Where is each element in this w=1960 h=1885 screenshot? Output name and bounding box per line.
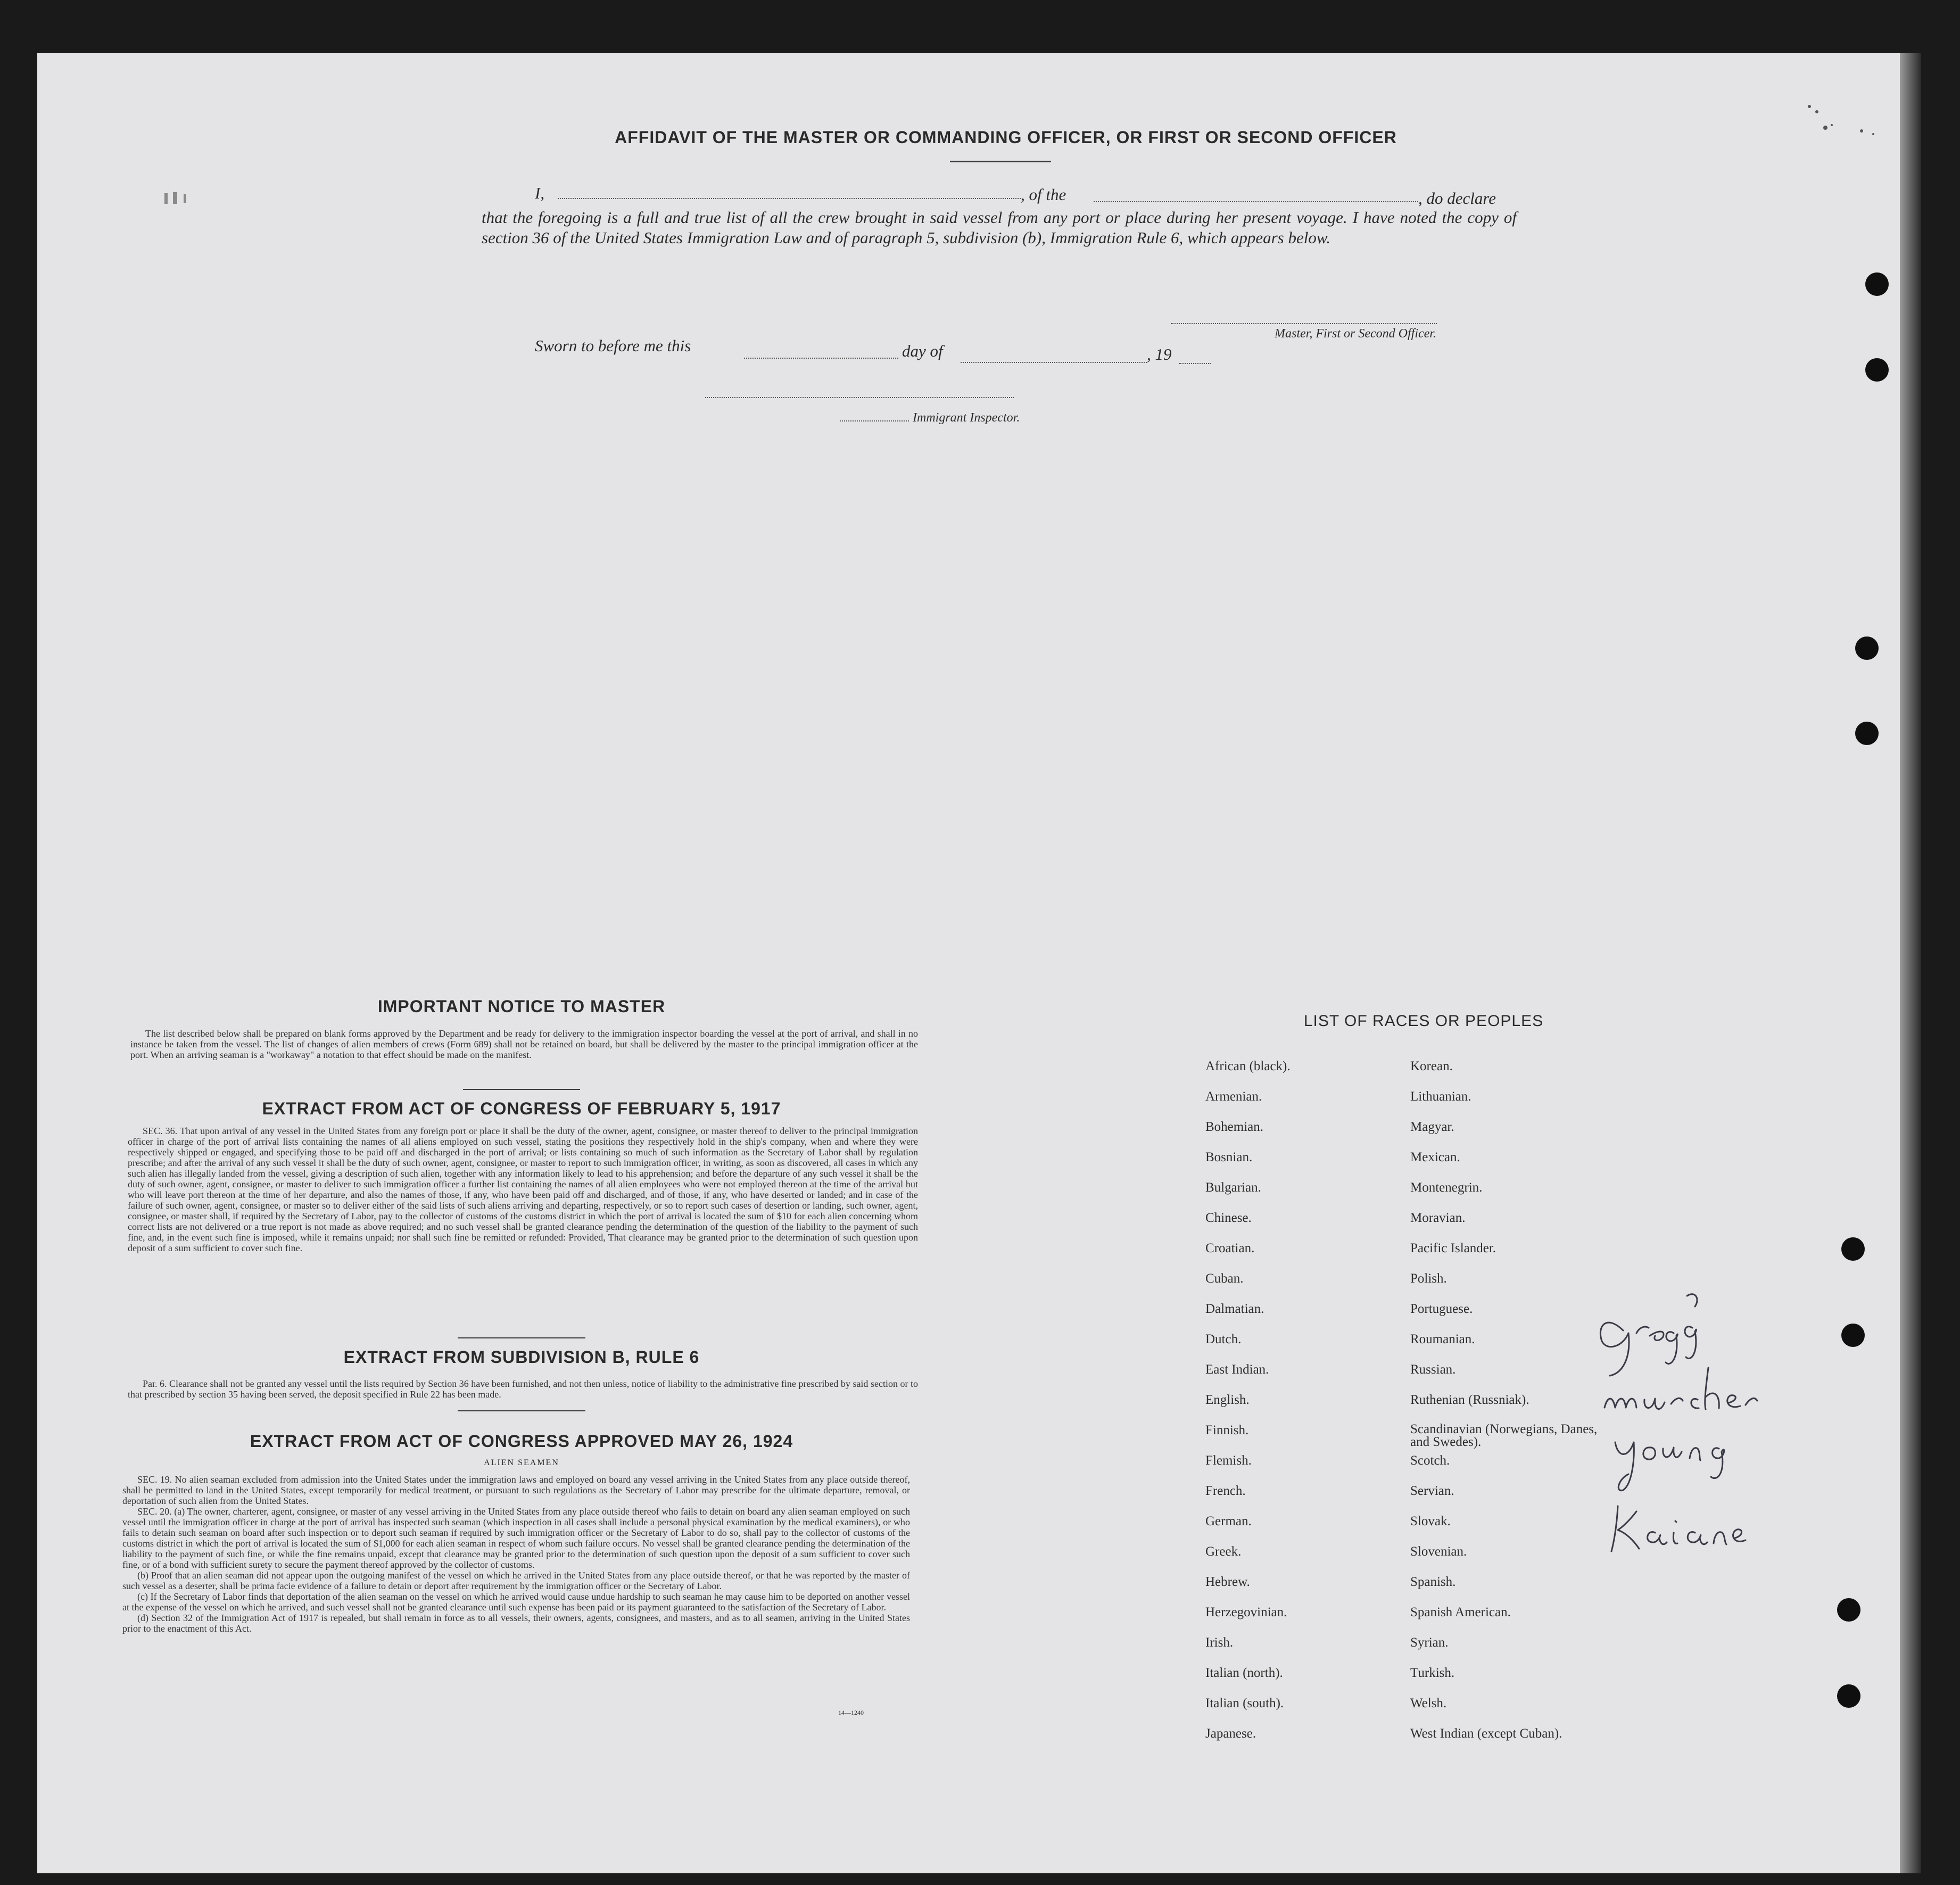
inspector-signature-line [705,397,1014,398]
notice-text [130,1028,918,1060]
extract-1924-title: EXTRACT FROM ACT OF CONGRESS APPROVED MAY 26, 1924 [250,1432,793,1451]
declaration-text: that the foregoing is a full and true list of all the crew brought in said vessel from any port or place during her present voyage. I have noted the copy of section 36 of the United States Immigration Law and of paragraph 5, subdivision (b), Immigration Rule 6, which appears below. [482,208,1517,247]
race-left-item: East Indian. [1205,1362,1269,1377]
do-declare-label: , do declare [1418,189,1496,208]
race-right-item: Spanish. [1410,1575,1456,1589]
race-left-item: Flemish. [1205,1453,1252,1468]
year-blank [1179,363,1211,364]
race-right-item: Spanish American. [1410,1605,1511,1619]
race-right-item: West Indian (except Cuban). [1410,1726,1562,1741]
vessel-blank [1094,201,1418,202]
race-left-item: Italian (north). [1205,1666,1283,1680]
race-right-item: Magyar. [1410,1120,1454,1134]
race-left-item: German. [1205,1514,1252,1528]
race-right-item: Scotch. [1410,1453,1450,1468]
extract-1924-paragraph: (b) Proof that an alien seaman did not appear upon the outgoing manifest of the vessel on which he arrived in the United States from any place outside thereof, or that he was reported by the master of such vessel as a deserter, shall be prima facie evidence of a failure to detain or deport after requirement by the immigration officer or the Secretary of Labor. [122,1570,910,1591]
race-right-item: Korean. [1410,1059,1453,1073]
divider [458,1410,585,1411]
extract-1924-text [122,1474,910,1634]
race-left-item: Finnish. [1205,1423,1249,1437]
race-left-item: Italian (south). [1205,1696,1284,1710]
form-number: 14—1240 [838,1709,864,1716]
title-underline [950,161,1051,162]
race-right-item: Russian. [1410,1362,1456,1377]
master-caption: Master, First or Second Officer. [1275,327,1436,341]
race-left-item: Croatian. [1205,1241,1255,1255]
race-left-item: Cuban. [1205,1271,1244,1286]
of-the-label: , of the [1021,185,1066,204]
race-left-item: Greek. [1205,1544,1242,1559]
day-of-label: day of [902,342,943,360]
race-left-item: Irish. [1205,1635,1234,1650]
film-marks [1799,96,1884,144]
punch-hole [1837,1598,1860,1622]
extract-1917-title: EXTRACT FROM ACT OF CONGRESS OF FEBRUARY 5, 1917 [262,1099,781,1118]
day-blank [744,358,898,359]
race-right-item: Syrian. [1410,1635,1449,1650]
notice-title: IMPORTANT NOTICE TO MASTER [377,997,666,1016]
race-left-item: African (black). [1205,1059,1291,1073]
extract-1924-paragraph: SEC. 20. (a) The owner, charterer, agent, consignee, or master of any vessel arriving in the United States from any place outside thereof who fails to detain on board any alien seaman employed on such vessel until the immigration officer in charge at the port of arrival has inspected such seaman (which inspection in all cases shall include a personal physical examination by the medical examiners), or who fails to detain such seaman on board after such inspection or to deport such seaman if required by such immigration officer or the Secretary of Labor to do so, shall pay to the collector of customs of the customs district in which the port of arrival is located the sum of $1,000 for each alien seaman in respect of whom such failure occurs. No vessel shall be granted clearance pending the determination of the liability to the payment of such fine, or while the fine remains unpaid, except that clearance may be granted prior to the determination of such question upon the deposit of a sum sufficient to cover such fine, or of a bond with sufficient surety to secure the payment thereof approved by the collector of customs. [122,1506,910,1570]
race-right-item: Servian. [1410,1484,1454,1498]
race-right-item: Scandinavian (Norwegians, Danes, and Swedes). [1410,1422,1598,1449]
race-right-item: Welsh. [1410,1696,1447,1710]
divider [463,1089,580,1090]
race-right-item: Mexican. [1410,1150,1460,1164]
race-left-item: Armenian. [1205,1089,1262,1104]
inspector-lead [840,420,909,421]
month-blank [961,362,1147,363]
master-signature-line [1171,323,1437,324]
race-right-item: Lithuanian. [1410,1089,1471,1104]
extract-1917-text [128,1126,918,1253]
extract-rule6-paragraph: Par. 6. Clearance shall not be granted any vessel until the lists required by Section 36 have been furnished, and not then unless, notice of liability to the administrative fine prescribed by said section or to that prescribed by section 35 having been served, the deposit specified in Rule 22 has been made. [128,1378,918,1400]
race-left-item: Japanese. [1205,1726,1256,1741]
punch-hole [1855,722,1879,745]
punch-hole [1837,1684,1860,1708]
extract-1924-paragraph: (d) Section 32 of the Immigration Act of 1917 is repealed, but shall remain in force as to all vessels, their owners, agents, consignees, and masters, and as to all seamen, arriving in the United States prior to the enactment of this Act. [122,1613,910,1634]
notice-paragraph: The list described below shall be prepared on blank forms approved by the Department and be ready for delivery to the immigration inspector boarding the vessel at the port of arrival, and shall in no instance be taken from the vessel. The list of changes of alien members of crews (Form 689) shall not be retained on board, but shall be delivered by the master to the principal immigration officer at the port. When an arriving seaman is a "workaway" a notation to that effect should be made on the manifest. [130,1028,918,1060]
sheet-edge [1900,53,1921,1873]
race-left-item: Dutch. [1205,1332,1242,1346]
film-mark [162,189,205,210]
extract-rule6-text [128,1378,918,1400]
race-left-item: Bulgarian. [1205,1180,1261,1195]
race-right-item: Pacific Islander. [1410,1241,1496,1255]
inspector-caption: Immigrant Inspector. [913,411,1020,425]
extract-1924-paragraph: SEC. 19. No alien seaman excluded from admission into the United States under the immigration laws and employed on board any vessel arriving in the United States from any place outside thereof, shall be permitted to land in the United States, except temporarily for medical treatment, or pursuant to such regulations as the Secretary of Labor may prescribe for the ultimate departure, removal, or deportation of such alien from the United States. [122,1474,910,1506]
name-blank [558,198,1021,199]
race-left-item: English. [1205,1393,1250,1407]
race-right-item: Slovenian. [1410,1544,1467,1559]
race-right-item: Slovak. [1410,1514,1451,1528]
punch-hole [1841,1324,1865,1347]
punch-hole [1855,636,1879,660]
race-right-item: Turkish. [1410,1666,1455,1680]
year-prefix: , 19 [1147,345,1172,363]
sworn-label: Sworn to before me this [535,336,691,355]
race-right-item: Roumanian. [1410,1332,1475,1346]
race-right-item: Moravian. [1410,1211,1466,1225]
punch-hole [1865,358,1889,382]
race-left-item: French. [1205,1484,1246,1498]
handwritten-names [1586,1283,1815,1554]
race-left-item: Dalmatian. [1205,1302,1264,1316]
race-left-item: Bosnian. [1205,1150,1253,1164]
race-left-item: Hebrew. [1205,1575,1250,1589]
divider [458,1337,585,1338]
punch-hole [1841,1237,1865,1261]
i-label: I, [535,184,545,202]
extract-rule6-title: EXTRACT FROM SUBDIVISION B, RULE 6 [343,1347,700,1367]
race-right-item: Montenegrin. [1410,1180,1483,1195]
extract-1924-paragraph: (c) If the Secretary of Labor finds that deportation of the alien seaman on the vessel on which he arrived would cause undue hardship to such seaman he may cause him to be deported on another vessel at the expense of the vessel on which he arrived, and such vessel shall not be granted clearance until such expense has been paid or its payment guaranteed to the satisfaction of the Secretary of Labor. [122,1591,910,1613]
race-right-item: Ruthenian (Russniak). [1410,1393,1529,1407]
alien-seamen-subtitle: ALIEN SEAMEN [484,1458,559,1467]
races-title: LIST OF RACES OR PEOPLES [1303,1012,1544,1030]
extract-1917-paragraph: SEC. 36. That upon arrival of any vessel in the United States from any foreign port or place it shall be the duty of the owner, agent, consignee, or master thereof to deliver to the principal immigration officer in charge of the port of arrival lists containing the names of all aliens employed on such vessel, stating the positions they respectively hold in the ship's company, when and where they were respectively shipped or engaged, and specifying those to be paid off and discharged in the port of arrival; or lists containing so much of such information as the Secretary of Labor shall by regulation prescribe; and after the arrival of any such vessel it shall be the duty of such owner, agent, consignee, or master to report to such immigration officer, in writing, as soon as discovered, all cases in which any such alien has illegally landed from the vessel, giving a description of such alien, together with any information likely to lead to his apprehension; and before the departure of any such vessel it shall be the duty of such owner, agent, consignee, or master to deliver to such immigration officer a further list containing the names of all alien employees who were not employed thereon at the time of the arrival but who will leave port thereon at the time of her departure, and also the names of those, if any, who have been paid off and discharged, and of those, if any, who have deserted or landed; and in case of the failure of such owner, agent, consignee, or master so to deliver either of the said lists of such aliens arriving and departing, respectively, or so to report such cases of desertion or landing, such owner, agent, consignee, or master shall, if required by the Secretary of Labor, pay to the collector of customs of the customs district in which the port of arrival is located the sum of $10 for each alien concerning whom correct lists are not delivered or a true report is not made as above required; and no such vessel shall be granted clearance pending the determination of the question of the liability to the payment of such fine, and, in the event such fine is imposed, while it remains unpaid; nor shall such fine be remitted or refunded: Provided, That clearance may be granted prior to the determination of such question upon deposit of a sum sufficient to cover such fine. [128,1126,918,1253]
race-right-item: Polish. [1410,1271,1447,1286]
race-left-item: Chinese. [1205,1211,1252,1225]
race-left-item: Herzegovinian. [1205,1605,1287,1619]
punch-hole [1865,272,1889,296]
affidavit-title: AFFIDAVIT OF THE MASTER OR COMMANDING OFFICER, OR FIRST OR SECOND OFFICER [615,128,1397,147]
race-right-item: Portuguese. [1410,1302,1473,1316]
race-left-item: Bohemian. [1205,1120,1264,1134]
